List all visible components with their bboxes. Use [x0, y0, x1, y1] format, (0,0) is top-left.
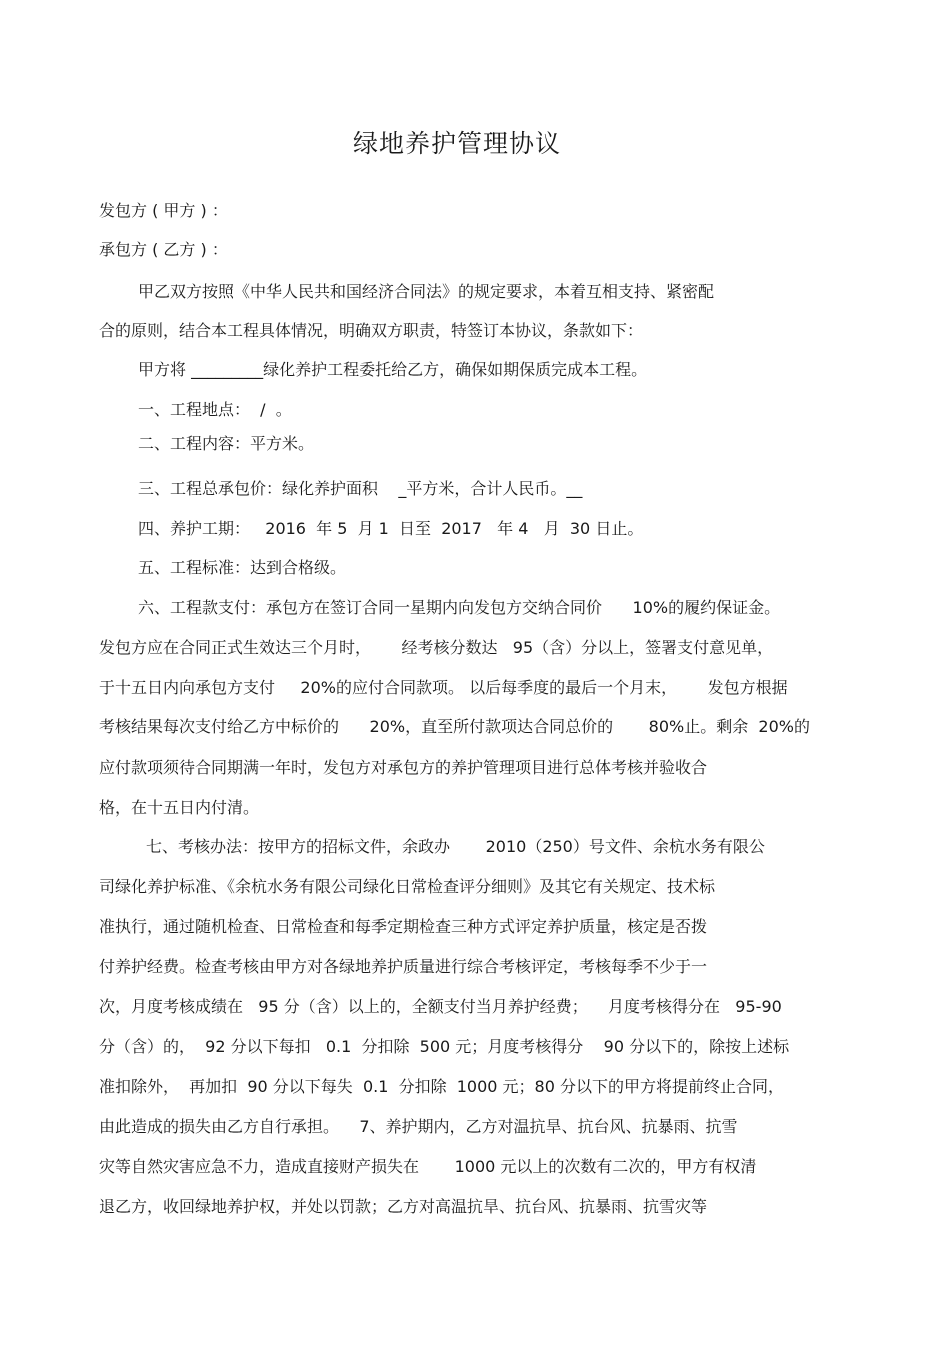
- paragraph-line: 应付款项须待合同期满一年时，发包方对承包方的养护管理项目进行总体考核并验收合: [99, 758, 708, 777]
- paragraph-line: 甲乙双方按照《中华人民共和国经济合同法》的规定要求，本着互相支持、紧密配: [138, 282, 715, 301]
- paragraph-line: 分（含）的， 92 分以下每扣 0.1 分扣除 500 元；月度考核得分 90 分以下的，除按上述标: [99, 1037, 790, 1056]
- paragraph-line: 次，月度考核成绩在 95 分（含）以上的，全额支付当月养护经费； 月度考核得分在 95-90: [99, 997, 782, 1016]
- paragraph-line: 准扣除外， 再加扣 90 分以下每失 0.1 分扣除 1000 元；80 分以下的甲方将提前终止合同，: [99, 1077, 785, 1096]
- clause-2-content: 二、工程内容：平方米。: [138, 434, 315, 453]
- paragraph-line: 合的原则，结合本工程具体情况，明确双方职责，特签订本协议，条款如下：: [99, 321, 644, 340]
- paragraph-line: 退乙方，收回绿地养护权，并处以罚款；乙方对高温抗旱、抗台风、抗暴雨、抗雪灾等: [99, 1197, 708, 1216]
- clause-6-payment: 六、工程款支付：承包方在签订合同一星期内向发包方交纳合同价 10%的履约保证金。: [138, 598, 781, 617]
- clause-4-period: 四、养护工期： 2016 年 5 月 1 日至 2017 年 4 月 30 日止。: [138, 519, 644, 538]
- paragraph-line: 格，在十五日内付清。: [99, 798, 260, 817]
- paragraph-line: 甲方将 _________绿化养护工程委托给乙方，确保如期保质完成本工程。: [138, 360, 648, 379]
- paragraph-line: 考核结果每次支付给乙方中标价的 20%，直至所付款项达合同总价的 80%止。剩余 20%的: [99, 717, 810, 736]
- paragraph-line: 由此造成的损失由乙方自行承担。 7、养护期内，乙方对温抗旱、抗台风、抗暴雨、抗雪: [99, 1117, 738, 1136]
- document-title: 绿地养护管理协议: [352, 129, 561, 158]
- clause-3-price: 三、工程总承包价：绿化养护面积 _平方米，合计人民币。__: [138, 479, 583, 498]
- party-b-line: 承包方 ( 乙方 ) ：: [99, 240, 228, 259]
- paragraph-line: 于十五日内向承包方支付 20%的应付合同款项。 以后每季度的最后一个月末， 发包方根据: [99, 678, 788, 697]
- paragraph-line: 灾等自然灾害应急不力，造成直接财产损失在 1000 元以上的次数有二次的，甲方有权清: [99, 1157, 757, 1176]
- clause-5-standard: 五、工程标准：达到合格级。: [138, 558, 347, 577]
- clause-1-location: 一、工程地点： / 。: [138, 400, 292, 419]
- clause-7-assessment: 七、考核办法：按甲方的招标文件，余政办 2010（250）号文件、余杭水务有限公: [146, 837, 765, 856]
- paragraph-line: 付养护经费。检查考核由甲方对各绿地养护质量进行综合考核评定，考核每季不少于一: [99, 957, 708, 976]
- paragraph-line: 发包方应在合同正式生效达三个月时， 经考核分数达 95（含）分以上，签署支付意见单，: [99, 638, 774, 657]
- party-a-line: 发包方 ( 甲方 ) ：: [99, 201, 228, 220]
- paragraph-line: 司绿化养护标准、《余杭水务有限公司绿化日常检查评分细则》及其它有关规定、技术标: [99, 877, 716, 896]
- paragraph-line: 准执行，通过随机检查、日常检查和每季定期检查三种方式评定养护质量，核定是否拨: [99, 917, 708, 936]
